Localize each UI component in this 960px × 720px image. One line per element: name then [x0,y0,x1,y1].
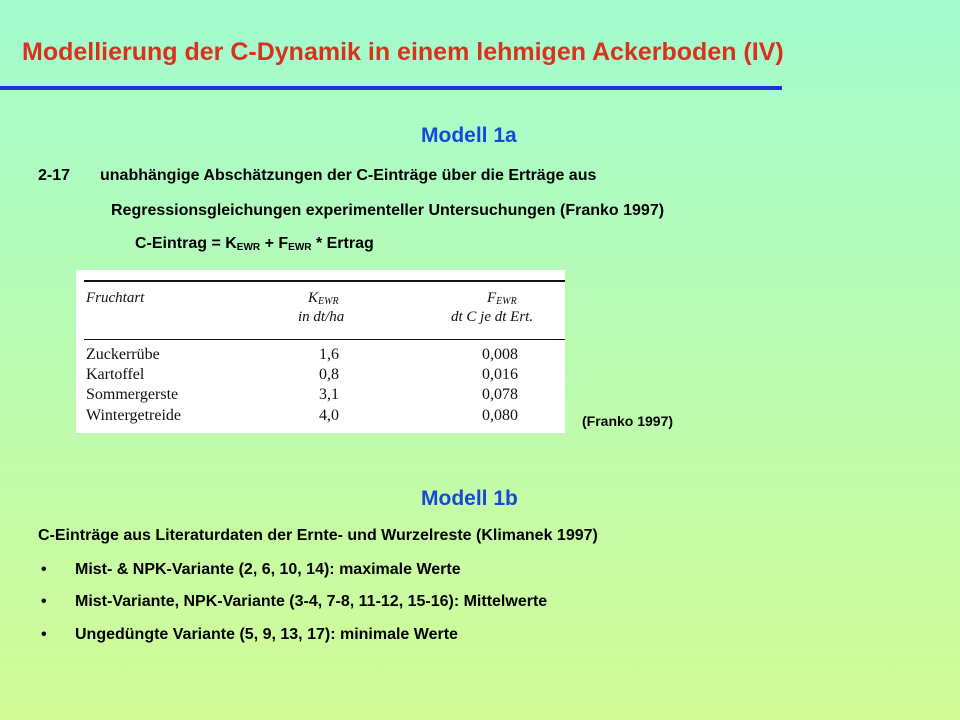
model-1b-heading: Modell 1b [421,487,518,510]
table-cell-f: 0,080 [482,407,518,424]
table-cell-f: 0,078 [482,386,518,403]
title-underline [0,86,782,90]
model-1a-line1: unabhängige Abschätzungen der C-Einträge über die Erträge aus [100,167,597,184]
table-cell-crop: Kartoffel [86,366,145,383]
formula-sub-f: EWR [288,242,312,253]
list-item: Mist- & NPK-Variante (2, 6, 10, 14): maximale Werte [75,561,461,578]
table-cell-k: 3,1 [319,386,339,403]
bullet-marker: • [41,561,47,578]
table-header-k-unit: in dt/ha [298,309,345,325]
table-cell-f: 0,016 [482,366,518,383]
table-header-crop: Fruchtart [86,290,145,306]
list-item: Mist-Variante, NPK-Variante (3-4, 7-8, 11-12, 15-16): Mittelwerte [75,593,548,610]
formula-suffix: * Ertrag [311,235,374,252]
table-cell-crop: Sommergerste [86,386,179,403]
table-cell-crop: Wintergetreide [86,407,182,424]
f-subscript: EWR [496,296,517,307]
bullet-marker: • [41,626,47,643]
model-1a-heading: Modell 1a [421,124,517,147]
model-1a-formula [135,235,374,253]
table-cell-k: 1,6 [319,346,339,363]
table-cell-crop: Zuckerrübe [86,346,160,363]
list-item: Ungedüngte Variante (5, 9, 13, 17): minimale Werte [75,626,458,643]
model-1a-line2: Regressionsgleichungen experimenteller Untersuchungen (Franko 1997) [111,202,665,219]
table-header-k [308,290,339,307]
table-top-rule [84,280,565,282]
table-header-rule [84,339,565,340]
k-symbol: K [308,290,319,306]
model-1b-intro: C-Einträge aus Literaturdaten der Ernte- und Wurzelreste (Klimanek 1997) [38,527,598,544]
table-header-f [487,290,517,307]
table-cell-f: 0,008 [482,346,518,363]
formula-prefix: C-Eintrag = K [135,235,237,252]
k-subscript: EWR [318,296,339,307]
table-header-f-unit: dt C je dt Ert. [451,309,534,325]
table-cell-k: 4,0 [319,407,339,424]
formula-mid: + F [260,235,289,252]
bullet-marker: • [41,593,47,610]
table-source: (Franko 1997) [582,413,674,429]
table-cell-k: 0,8 [319,366,339,383]
slide-title: Modellierung der C-Dynamik in einem lehmigen Ackerboden (IV) [22,38,784,66]
formula-sub-k: EWR [236,242,261,253]
model-1a-range: 2-17 [38,167,71,184]
f-symbol: F [487,290,497,306]
coefficient-table [76,270,565,433]
